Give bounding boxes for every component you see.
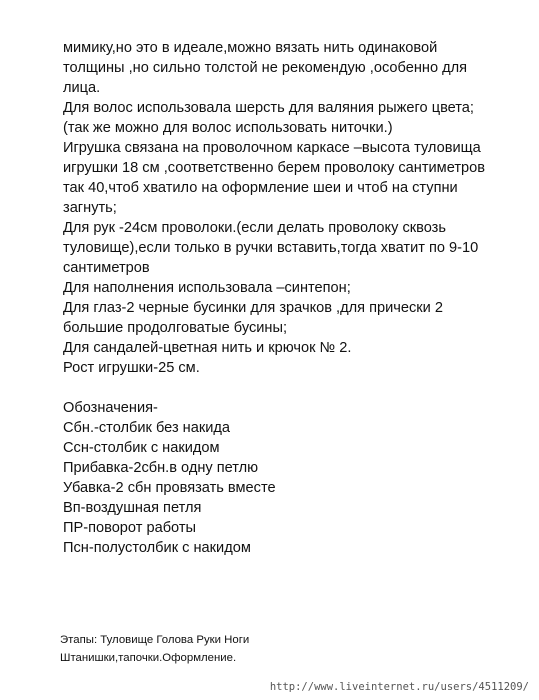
body-line: Для рук -24см проволоки.(если делать проволоку сквозь: [63, 220, 446, 236]
body-line: (так же можно для волос использовать ниточки.): [63, 120, 393, 136]
body-line: мимику,но это в идеале,можно вязать нить одинаковой: [63, 40, 438, 56]
source-watermark: http://www.liveinternet.ru/users/4511209/: [269, 681, 529, 693]
legend-heading: Обозначения-: [63, 400, 158, 416]
body-line: Для глаз-2 черные бусинки для зрачков ,для прически 2: [63, 300, 443, 316]
footer-stages-line: Этапы: Туловище Голова Руки Ноги: [60, 634, 250, 646]
body-line: загнуть;: [63, 200, 117, 216]
legend-item: Убавка-2 сбн провязать вместе: [63, 480, 276, 496]
footer-stages-line: Штанишки,тапочки.Оформление.: [60, 652, 237, 664]
body-line: толщины ,но сильно толстой не рекомендую ,особенно для: [63, 60, 468, 76]
body-line: Игрушка связана на проволочном каркасе –высота туловища: [63, 140, 481, 156]
body-line: большие продолговатые бусины;: [63, 320, 288, 336]
body-line: Для сандалей-цветная нить и крючок № 2.: [63, 340, 352, 356]
legend-item: Псн-полустолбик с накидом: [63, 540, 251, 556]
body-line: так 40,чтоб хватило на оформление шеи и чтоб на ступни: [63, 180, 458, 196]
legend-item: Сбн.-столбик без накида: [63, 420, 231, 436]
legend-item: ПР-поворот работы: [63, 520, 197, 536]
body-line: Для наполнения использовала –синтепон;: [63, 280, 351, 296]
legend-item: Прибавка-2сбн.в одну петлю: [63, 460, 259, 476]
body-line: сантиметров: [63, 260, 150, 276]
legend-item: Ссн-столбик с накидом: [63, 440, 220, 456]
body-line: Рост игрушки-25 см.: [63, 360, 200, 376]
legend-item: Вп-воздушная петля: [63, 500, 202, 516]
body-line: Для волос использовала шерсть для валяния рыжего цвета;: [63, 100, 474, 116]
body-line: туловище),если только в ручки вставить,тогда хватит по 9-10: [63, 240, 479, 256]
body-line: лица.: [63, 80, 101, 96]
body-line: игрушки 18 см ,соответственно берем проволоку сантиметров: [63, 160, 486, 176]
